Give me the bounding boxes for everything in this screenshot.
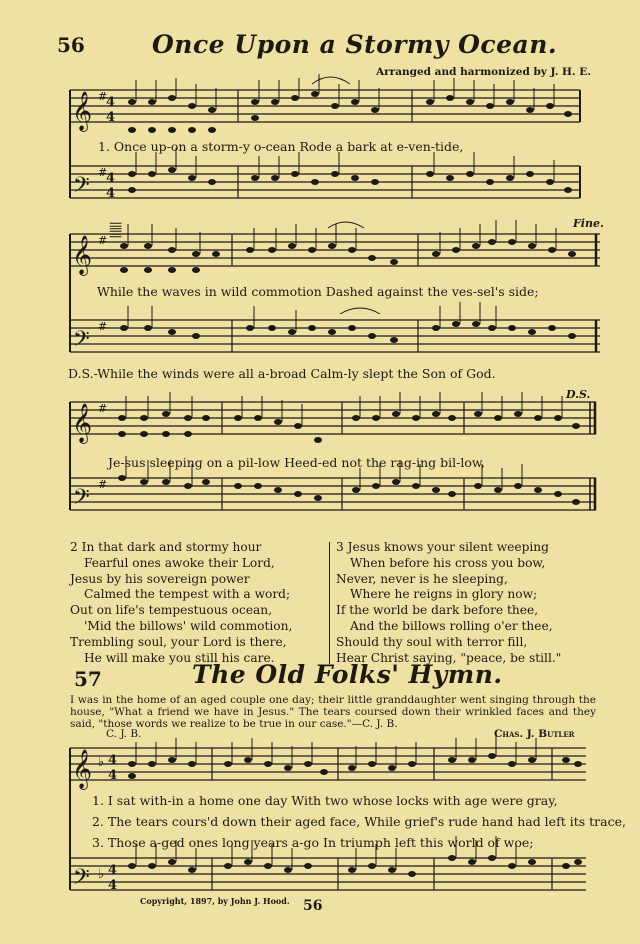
hymn-intro-note: I was in the home of an aged couple one day; their little granddaughter went singing through the house, "What a friend we have in Jesus." The tears coursed down their wrinkled faces and they said, "those words we realize to be true in our case."—C. J. B. <box>70 694 596 730</box>
fine-marker: Fine. <box>573 217 604 230</box>
hymn57-lyrics-line: 1. I sat with-in a home one day With two whose locks with age were gray, <box>92 793 558 808</box>
lyrics-line-2-ds: D.S.-While the winds were all a-broad Calm-ly slept the Son of God. <box>68 366 496 381</box>
verse-3-line: When before his cross you bow, <box>350 555 546 570</box>
svg-text:#: # <box>98 166 108 179</box>
verse-2-line: Trembling soul, your Lord is there, <box>70 634 287 649</box>
svg-text:𝄢: 𝄢 <box>73 865 90 895</box>
verse-2-line: He will make you still his care. <box>84 650 275 665</box>
svg-text:♭: ♭ <box>98 867 105 882</box>
svg-text:4: 4 <box>108 768 118 783</box>
verse-2-line: Calmed the tempest with a word; <box>84 587 291 602</box>
svg-text:#: # <box>98 234 108 247</box>
svg-text:4: 4 <box>106 95 116 110</box>
svg-text:𝄞: 𝄞 <box>72 403 93 443</box>
verse-3-line: Never, never is he sleeping, <box>336 571 508 586</box>
page-number-bottom: 56 <box>303 898 323 914</box>
verse-3-line: Where he reigns in glory now; <box>350 587 538 602</box>
ds-marker: D.S. <box>566 388 591 401</box>
verse-3-line: 3 Jesus knows your silent weeping <box>336 540 549 554</box>
svg-text:4: 4 <box>108 878 118 893</box>
svg-text:#: # <box>98 402 108 415</box>
lyrics-line-1: 1. Once up-on a storm-y o-cean Rode a bark at e-ven-tide, <box>98 139 464 154</box>
svg-text:4: 4 <box>106 110 116 125</box>
verse-2-line: Jesus by his sovereign power <box>70 571 250 586</box>
svg-text:4: 4 <box>108 753 118 768</box>
verse-2-line: 'Mid the billows' wild commotion, <box>84 618 293 633</box>
hymn57-lyrics-line: 3. Those a-ged ones long years a-go In triumph left this world of woe; <box>92 835 534 850</box>
verse-2-line: 2 In that dark and stormy hour <box>70 540 262 554</box>
hymn-number: 57 <box>74 667 102 691</box>
hymn-title-57: The Old Folks' Hymn. <box>192 660 503 689</box>
lyrics-line-2: While the waves in wild commotion Dashed against the ves-sel's side; <box>97 284 539 299</box>
verse-divider <box>329 542 330 664</box>
hymn-title: Once Upon a Stormy Ocean. <box>152 30 558 59</box>
page-number-top: 56 <box>57 33 85 57</box>
svg-text:𝄢: 𝄢 <box>73 173 90 203</box>
words-credit: C. J. B. <box>106 728 142 740</box>
svg-text:#: # <box>98 320 108 333</box>
svg-text:𝄢: 𝄢 <box>73 485 90 515</box>
svg-text:𝄢: 𝄢 <box>73 327 90 357</box>
svg-text:#: # <box>98 478 108 491</box>
copyright-notice: Copyright, 1897, by John J. Hood. <box>140 896 290 906</box>
hymn57-lyrics <box>92 790 626 853</box>
composer-credit: Chas. J. Butler <box>494 728 575 740</box>
verse-2-line: Fearful ones awoke their Lord, <box>84 555 275 570</box>
verse-2 <box>70 540 292 666</box>
svg-text:4: 4 <box>106 186 116 201</box>
verse-3 <box>336 540 561 666</box>
svg-text:𝄞: 𝄞 <box>72 235 93 275</box>
verse-3-line: Hear Christ saying, "peace, be still." <box>336 650 562 665</box>
svg-text:𝄛: 𝄛 <box>110 222 122 238</box>
svg-text:♭: ♭ <box>98 755 105 770</box>
hymn57-lyrics-line: 2. The tears cours'd down their aged face, While grief's rude hand had left its trace, <box>92 814 626 829</box>
lyrics-line-3: Je-sus sleeping on a pil-low Heed-ed not the rag-ing bil-low, <box>108 455 486 470</box>
svg-text:𝄞: 𝄞 <box>72 749 93 789</box>
svg-text:𝄞: 𝄞 <box>72 91 93 131</box>
svg-text:4: 4 <box>108 863 118 878</box>
svg-text:#: # <box>98 90 108 103</box>
svg-text:4: 4 <box>106 171 116 186</box>
arranger-credit: Arranged and harmonized by J. H. E. <box>376 66 591 78</box>
verse-2-line: Out on life's tempestuous ocean, <box>70 603 273 618</box>
verse-3-line: If the world be dark before thee, <box>336 603 539 618</box>
verse-3-line: Should thy soul with terror fill, <box>336 634 528 649</box>
verse-3-line: And the billows rolling o'er thee, <box>350 618 553 633</box>
